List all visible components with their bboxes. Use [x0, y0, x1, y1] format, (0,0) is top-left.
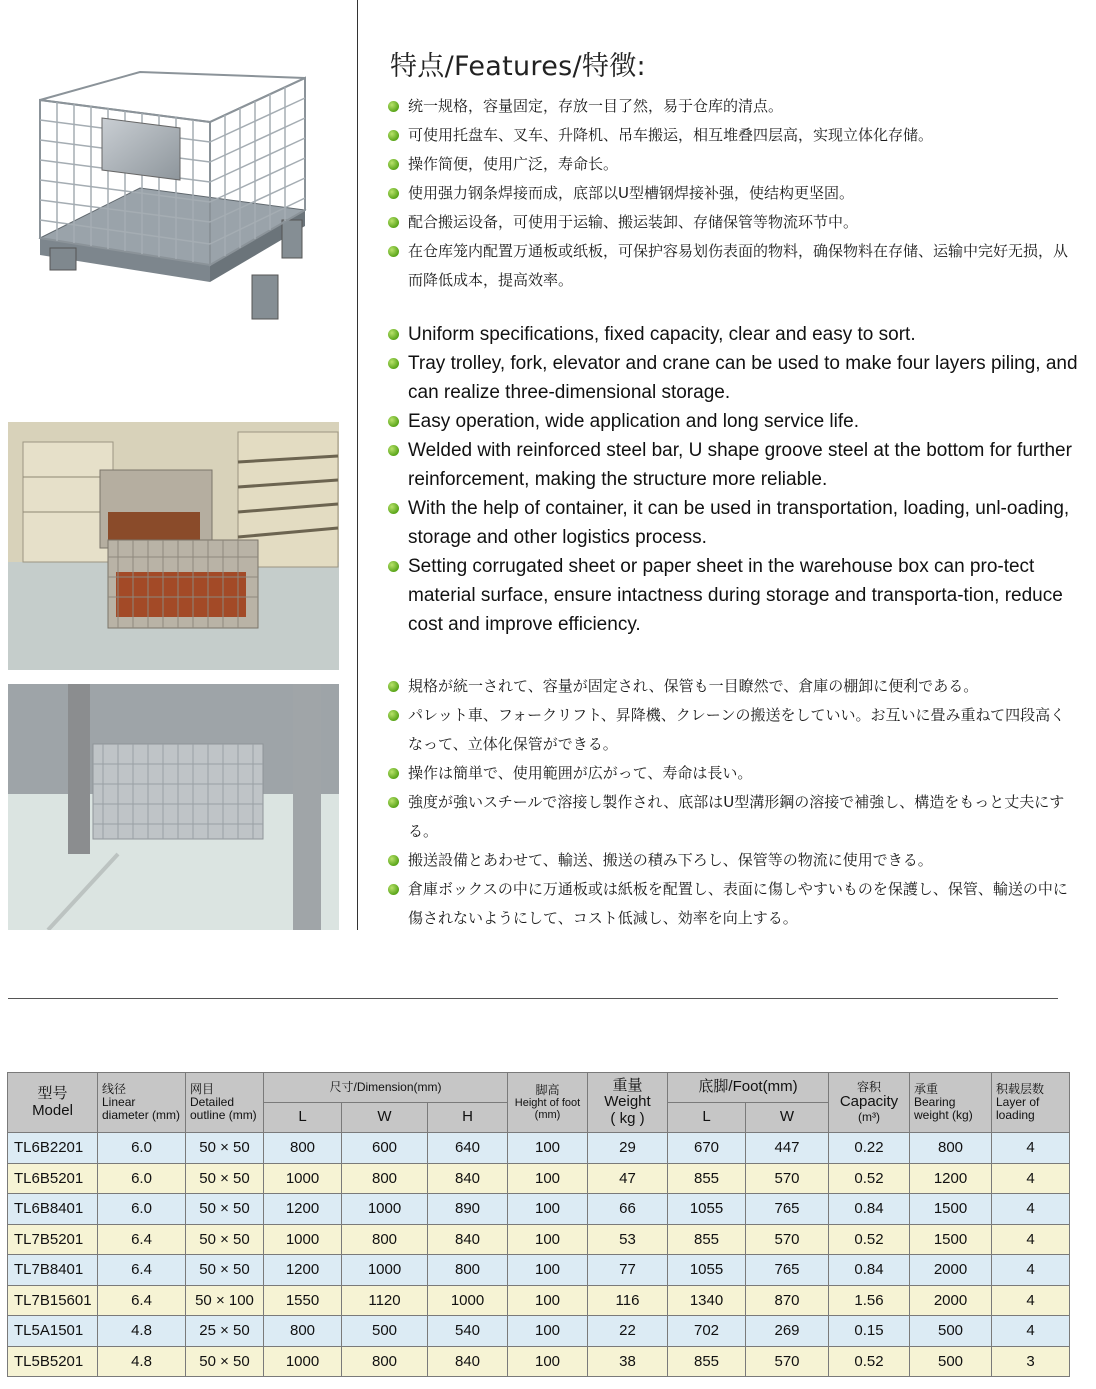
table-cell: 1200 [264, 1194, 342, 1225]
table-cell: 100 [508, 1194, 588, 1225]
table-cell: 100 [508, 1255, 588, 1286]
list-item: 倉庫ボックスの中に万通板或は紙板を配置し、表面に傷しやすいものを保護し、保管、輸送の中に傷されないようにして、コスト低減し、効率を向上する。 [388, 875, 1078, 933]
warehouse-photo-stacked-cages [8, 684, 339, 930]
table-cell: 570 [746, 1346, 829, 1377]
list-item: 统一规格，容量固定，存放一目了然，易于仓库的清点。 [388, 92, 1078, 121]
table-cell: 640 [428, 1133, 508, 1164]
table-cell: 1200 [910, 1163, 992, 1194]
list-item: Easy operation, wide application and long service life. [388, 407, 1078, 436]
table-cell: 800 [264, 1133, 342, 1164]
table-cell: 100 [508, 1316, 588, 1347]
table-cell: 50 × 100 [186, 1285, 264, 1316]
header-foot-l: L [668, 1103, 746, 1133]
list-item: Tray trolley, fork, elevator and crane can be used to make four layers piling, and can realize three-dimensional storage. [388, 349, 1078, 407]
bullet-icon [388, 445, 399, 456]
table-cell: 100 [508, 1224, 588, 1255]
table-cell: 0.52 [829, 1163, 910, 1194]
model-cell: TL6B5201 [8, 1163, 98, 1194]
list-item: 可使用托盘车、叉车、升降机、吊车搬运，相互堆叠四层高，实现立体化存储。 [388, 121, 1078, 150]
model-cell: TL6B8401 [8, 1194, 98, 1225]
table-cell: 100 [508, 1133, 588, 1164]
table-cell: 1120 [342, 1285, 428, 1316]
features-list-chinese [388, 92, 1078, 295]
table-cell: 870 [746, 1285, 829, 1316]
features-list-english [388, 320, 1078, 639]
table-cell: 100 [508, 1163, 588, 1194]
list-item: 搬送設備とあわせて、輸送、搬送の積み下ろし、保管等の物流に使用できる。 [388, 846, 1078, 875]
header-dim-h: H [428, 1103, 508, 1133]
table-cell: 4 [992, 1224, 1070, 1255]
list-item: 使用强力钢条焊接而成，底部以U型槽钢焊接补强，使结构更坚固。 [388, 179, 1078, 208]
table-cell: 570 [746, 1163, 829, 1194]
list-item: 操作简便，使用广泛，寿命长。 [388, 150, 1078, 179]
table-cell: 4 [992, 1133, 1070, 1164]
table-cell: 4 [992, 1285, 1070, 1316]
table-cell: 890 [428, 1194, 508, 1225]
bullet-icon [388, 884, 399, 895]
table-row [8, 1316, 1070, 1347]
table-cell: 500 [910, 1316, 992, 1347]
section-divider [8, 998, 1058, 999]
table-cell: 0.22 [829, 1133, 910, 1164]
table-cell: 25 × 50 [186, 1316, 264, 1347]
model-cell: TL5B5201 [8, 1346, 98, 1377]
list-item: Welded with reinforced steel bar, U shape groove steel at the bottom for further reinforcement, making the structure more reliable. [388, 436, 1078, 494]
table-cell: 4 [992, 1194, 1070, 1225]
table-cell: 6.0 [98, 1194, 186, 1225]
table-cell: 4 [992, 1316, 1070, 1347]
table-cell: 855 [668, 1346, 746, 1377]
table-cell: 447 [746, 1133, 829, 1164]
table-cell: 702 [668, 1316, 746, 1347]
table-cell: 1000 [264, 1224, 342, 1255]
header-layer-of-loading: 积载层数 Layer of loading [992, 1073, 1070, 1133]
table-cell: 4 [992, 1255, 1070, 1286]
list-item: Uniform specifications, fixed capacity, clear and easy to sort. [388, 320, 1078, 349]
list-item: 在仓库笼内配置万通板或纸板，可保护容易划伤表面的物料，确保物料在存储、运输中完好无损，从而降低成本，提高效率。 [388, 237, 1078, 295]
table-cell: 6.0 [98, 1163, 186, 1194]
wire-cage-product-photo [20, 60, 320, 322]
table-row [8, 1285, 1070, 1316]
specification-table [7, 1072, 1070, 1377]
table-cell: 840 [428, 1224, 508, 1255]
table-cell: 6.4 [98, 1255, 186, 1286]
table-cell: 6.4 [98, 1285, 186, 1316]
header-foot: 底脚/Foot(mm) [668, 1073, 829, 1103]
table-cell: 1000 [342, 1194, 428, 1225]
bullet-icon [388, 246, 399, 257]
table-cell: 50 × 50 [186, 1163, 264, 1194]
table-cell: 500 [342, 1316, 428, 1347]
table-cell: 0.84 [829, 1194, 910, 1225]
table-cell: 1340 [668, 1285, 746, 1316]
table-cell: 500 [910, 1346, 992, 1377]
header-bearing-weight: 承重 Bearing weight (kg) [910, 1073, 992, 1133]
bullet-icon [388, 503, 399, 514]
table-cell: 4 [992, 1163, 1070, 1194]
table-cell: 6.0 [98, 1133, 186, 1164]
table-cell: 570 [746, 1224, 829, 1255]
bullet-icon [388, 329, 399, 340]
header-dim-w: W [342, 1103, 428, 1133]
table-cell: 4.8 [98, 1346, 186, 1377]
table-cell: 800 [264, 1316, 342, 1347]
header-foot-w: W [746, 1103, 829, 1133]
table-cell: 1200 [264, 1255, 342, 1286]
table-cell: 855 [668, 1163, 746, 1194]
bullet-icon [388, 217, 399, 228]
table-row [8, 1133, 1070, 1164]
table-cell: 840 [428, 1163, 508, 1194]
table-cell: 1500 [910, 1194, 992, 1225]
table-cell: 1000 [264, 1346, 342, 1377]
table-cell: 1000 [264, 1163, 342, 1194]
table-cell: 800 [342, 1346, 428, 1377]
header-capacity: 容积 Capacity (m³) [829, 1073, 910, 1133]
table-cell: 116 [588, 1285, 668, 1316]
table-cell: 1055 [668, 1194, 746, 1225]
table-cell: 1000 [342, 1255, 428, 1286]
table-cell: 22 [588, 1316, 668, 1347]
header-linear-diameter: 线径 Linear diameter (mm) [98, 1073, 186, 1133]
table-cell: 800 [428, 1255, 508, 1286]
table-row [8, 1194, 1070, 1225]
table-row [8, 1346, 1070, 1377]
table-cell: 53 [588, 1224, 668, 1255]
table-cell: 840 [428, 1346, 508, 1377]
table-cell: 1055 [668, 1255, 746, 1286]
bullet-icon [388, 358, 399, 369]
model-cell: TL5A1501 [8, 1316, 98, 1347]
table-cell: 100 [508, 1285, 588, 1316]
table-cell: 800 [910, 1133, 992, 1164]
table-cell: 2000 [910, 1285, 992, 1316]
table-cell: 50 × 50 [186, 1224, 264, 1255]
table-cell: 765 [746, 1194, 829, 1225]
table-cell: 1.56 [829, 1285, 910, 1316]
list-item: With the help of container, it can be used in transportation, loading, unl-oading, storage and other logistics process. [388, 494, 1078, 552]
table-cell: 800 [342, 1163, 428, 1194]
bullet-icon [388, 797, 399, 808]
table-cell: 38 [588, 1346, 668, 1377]
table-cell: 50 × 50 [186, 1133, 264, 1164]
table-row [8, 1224, 1070, 1255]
table-cell: 1500 [910, 1224, 992, 1255]
table-cell: 50 × 50 [186, 1346, 264, 1377]
table-cell: 1000 [428, 1285, 508, 1316]
bullet-icon [388, 188, 399, 199]
header-dim-l: L [264, 1103, 342, 1133]
vertical-divider [357, 0, 358, 930]
bullet-icon [388, 710, 399, 721]
table-cell: 3 [992, 1346, 1070, 1377]
features-list-japanese [388, 672, 1078, 933]
bullet-icon [388, 416, 399, 427]
bullet-icon [388, 681, 399, 692]
table-cell: 0.15 [829, 1316, 910, 1347]
table-cell: 600 [342, 1133, 428, 1164]
model-cell: TL7B8401 [8, 1255, 98, 1286]
table-cell: 0.52 [829, 1346, 910, 1377]
list-item: 強度が強いスチールで溶接し製作され、底部はU型溝形鋼の溶接で補強し、構造をもっと丈夫にする。 [388, 788, 1078, 846]
features-title: 特点/Features/特徴: [390, 51, 646, 82]
table-cell: 0.84 [829, 1255, 910, 1286]
table-cell: 2000 [910, 1255, 992, 1286]
table-row [8, 1163, 1070, 1194]
table-cell: 4.8 [98, 1316, 186, 1347]
table-cell: 800 [342, 1224, 428, 1255]
bullet-icon [388, 130, 399, 141]
table-row [8, 1255, 1070, 1286]
table-cell: 50 × 50 [186, 1255, 264, 1286]
table-cell: 540 [428, 1316, 508, 1347]
table-cell: 47 [588, 1163, 668, 1194]
bullet-icon [388, 159, 399, 170]
table-cell: 670 [668, 1133, 746, 1164]
warehouse-photo-shelves [8, 422, 339, 670]
model-cell: TL6B2201 [8, 1133, 98, 1164]
header-dimension: 尺寸/Dimension(mm) [264, 1073, 508, 1103]
header-detailed-outline: 网目 Detailed outline (mm) [186, 1073, 264, 1133]
header-weight: 重量 Weight ( kg ) [588, 1073, 668, 1133]
table-cell: 269 [746, 1316, 829, 1347]
model-cell: TL7B15601 [8, 1285, 98, 1316]
list-item: パレット車、フォークリフト、昇降機、クレーンの搬送をしていい。お互いに畳み重ねて四段高くなって、立体化保管ができる。 [388, 701, 1078, 759]
table-cell: 765 [746, 1255, 829, 1286]
table-cell: 6.4 [98, 1224, 186, 1255]
table-cell: 100 [508, 1346, 588, 1377]
list-item: 配合搬运设备，可使用于运输、搬运装卸、存储保管等物流环节中。 [388, 208, 1078, 237]
header-model: 型号 Model [8, 1073, 98, 1133]
table-cell: 855 [668, 1224, 746, 1255]
header-foot-height: 脚高 Height of foot (mm) [508, 1073, 588, 1133]
list-item: Setting corrugated sheet or paper sheet in the warehouse box can pro-tect material surface, ensure intactness during storage and transporta-tion, reduce cost and improve efficiency. [388, 552, 1078, 639]
table-cell: 77 [588, 1255, 668, 1286]
model-cell: TL7B5201 [8, 1224, 98, 1255]
table-cell: 1550 [264, 1285, 342, 1316]
table-cell: 66 [588, 1194, 668, 1225]
table-body [8, 1133, 1070, 1377]
bullet-icon [388, 561, 399, 572]
bullet-icon [388, 855, 399, 866]
list-item: 規格が統一されて、容量が固定され、保管も一目瞭然で、倉庫の棚卸に便利である。 [388, 672, 1078, 701]
table-cell: 29 [588, 1133, 668, 1164]
table-cell: 0.52 [829, 1224, 910, 1255]
table-cell: 50 × 50 [186, 1194, 264, 1225]
bullet-icon [388, 101, 399, 112]
bullet-icon [388, 768, 399, 779]
list-item: 操作は簡単で、使用範囲が広がって、寿命は長い。 [388, 759, 1078, 788]
